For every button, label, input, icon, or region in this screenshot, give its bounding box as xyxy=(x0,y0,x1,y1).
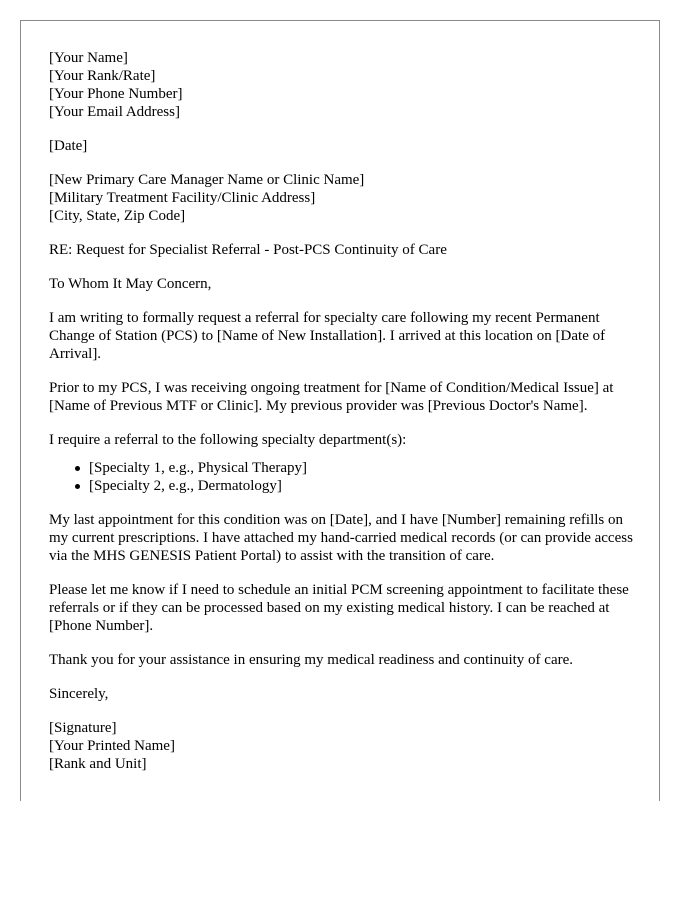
sender-rank: [Your Rank/Rate] xyxy=(49,68,156,84)
printed-name-line: [Your Printed Name] xyxy=(49,738,175,754)
subject-line: RE: Request for Specialist Referral - Post-PCS Continuity of Care xyxy=(49,242,447,258)
recipient-name: [New Primary Care Manager Name or Clinic Name] xyxy=(49,172,365,188)
signature-line: [Signature] xyxy=(49,720,117,736)
sender-phone: [Your Phone Number] xyxy=(49,86,183,102)
recipient-city-state-zip: [City, State, Zip Code] xyxy=(49,208,186,224)
specialty-item-text: [Specialty 2, e.g., Dermatology] xyxy=(89,478,282,494)
body-paragraph-1: I am writing to formally request a referral for specialty care following my recent Permanent Change of Station (PCS) to [Name of New Installation]. I arrived at this location on [Date of Arrival]. xyxy=(49,310,606,362)
body-paragraph-4: My last appointment for this condition was on [Date], and I have [Number] remaining refills on my current prescriptions. I have attached my hand-carried medical records (or can provide access via the MHS GENESIS Patient Portal) to assist with the transition of care. xyxy=(49,512,633,564)
date-line: [Date] xyxy=(49,138,88,154)
bullet-icon xyxy=(75,466,80,471)
body-paragraph-6: Thank you for your assistance in ensuring my medical readiness and continuity of care. xyxy=(49,652,574,668)
recipient-address: [Military Treatment Facility/Clinic Address] xyxy=(49,190,316,206)
rank-unit-line: [Rank and Unit] xyxy=(49,756,147,772)
body-paragraph-2: Prior to my PCS, I was receiving ongoing treatment for [Name of Condition/Medical Issue] at [Name of Previous MTF or Clinic]. My previous provider was [Previous Doctor's Name]. xyxy=(49,380,614,414)
salutation: To Whom It May Concern, xyxy=(49,276,212,292)
specialty-item-1 xyxy=(89,459,639,477)
recipient-block xyxy=(49,171,639,225)
specialty-item-text: [Specialty 1, e.g., Physical Therapy] xyxy=(89,460,307,476)
sender-name: [Your Name] xyxy=(49,50,128,66)
body-paragraph-5: Please let me know if I need to schedule an initial PCM screening appointment to facilitate these referrals or if they can be processed based on my existing medical history. I can be reached at [Phone Number]. xyxy=(49,582,629,634)
body-paragraph-3: I require a referral to the following specialty department(s): xyxy=(49,432,407,448)
signature-block xyxy=(49,719,639,773)
sender-email: [Your Email Address] xyxy=(49,104,180,120)
sender-block xyxy=(49,49,639,121)
letter-content xyxy=(49,49,639,773)
letter-page xyxy=(20,20,660,801)
bullet-icon xyxy=(75,484,80,489)
specialty-item-2 xyxy=(89,477,639,495)
closing: Sincerely, xyxy=(49,686,109,702)
specialty-list xyxy=(49,459,639,495)
